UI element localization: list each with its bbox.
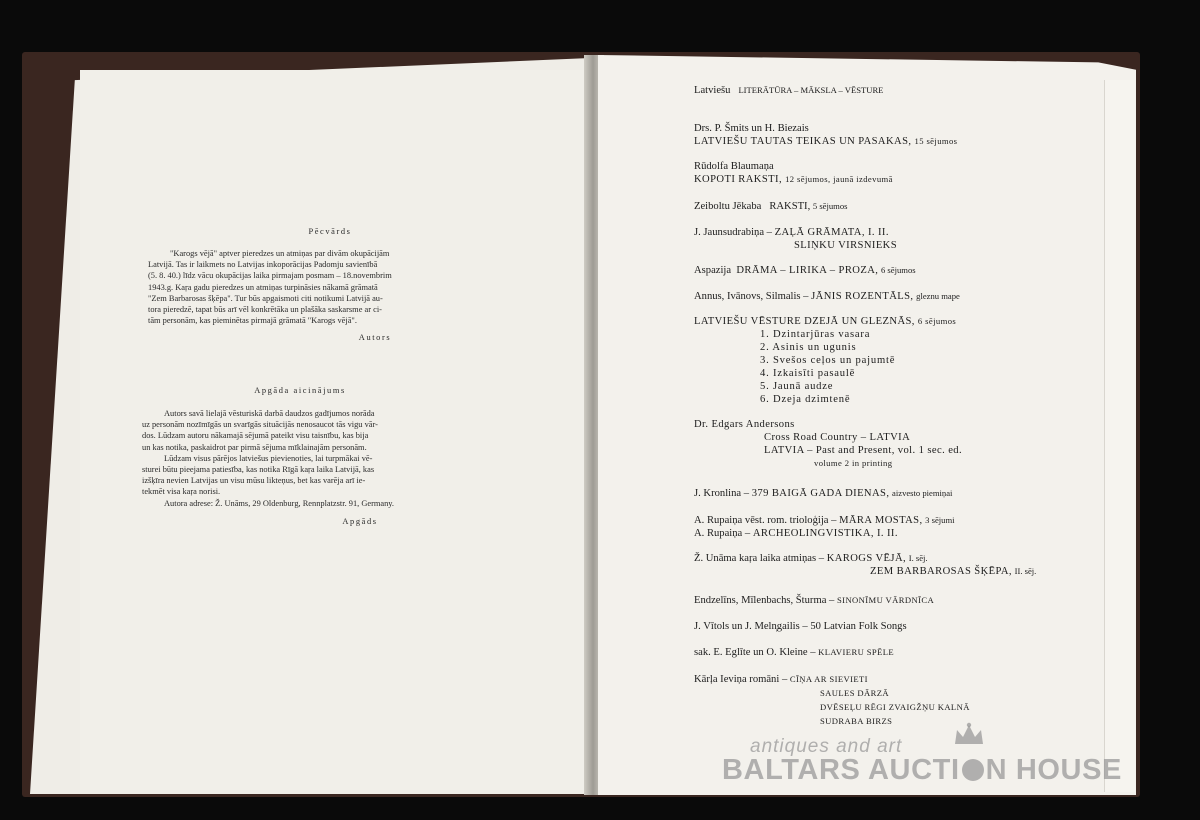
appeal-title: Apgāda aicinājums: [254, 386, 346, 395]
entry-rozentals: Annus, Ivānovs, Silmalis – JĀNIS ROZENTĀLS, gleznu mape: [694, 291, 960, 302]
entry-smits: Drs. P. Šmits un H. Biezais LATVIEŠU TAUTAS TEIKAS UN PASAKAS, 15 sējumos: [694, 123, 958, 147]
watermark: [722, 736, 1122, 796]
preface-text: [148, 248, 458, 326]
appeal-line: izšķīra nevien Latvijas un visu mūsu likteņus, bet kas varēja arī ie-: [142, 476, 366, 486]
preface-signature: Autors: [358, 333, 392, 342]
entry-ievins: Kārļa Ieviņa romāni – CĪŅA AR SIEVIETI SAULES DĀRZĀ DVĒSEĻU RĒGI ZVAIGŽŅU KALNĀ SUDRABA BIRZS: [694, 674, 970, 726]
appeal-line: un kas notika, paskaidrot par pirmā sējuma mīklainajām personām.: [142, 442, 367, 452]
preface-line: tām personām, kas pieminētas pirmajā grāmatā "Karogs vējā".: [148, 316, 357, 326]
appeal-line: Lūdzam visus pārējos latviešus pievienoties, lai turpmākai vē-: [164, 453, 373, 463]
entry-blaumanis: Rūdolfa Blaumaņa KOPOTI RAKSTI, 12 sējumos, jaunā izdevumā: [694, 161, 893, 185]
list-item: 4. Izkaisīti pasaulē: [760, 368, 856, 379]
entry-eglite: sak. E. Eglīte un O. Kleine – KLAVIERU SPĒLE: [694, 647, 895, 658]
entry-aspazija: Aspazija DRĀMA – LIRIKA – PROZA, 6 sējumos: [694, 265, 916, 276]
list-item: SAULES DĀRZĀ: [820, 688, 890, 698]
entry-zeiboltu: Zeiboltu Jēkaba RAKSTI, 5 sējumos: [694, 201, 848, 212]
entry-kronlina: J. Kronlina – 379 BAIGĀ GADA DIENAS, aizvesto piemiņai: [694, 488, 953, 499]
appeal-line: dos. Lūdzam autoru nākamajā sējumā pateikt visu taisnību, kas bija: [142, 431, 369, 441]
list-item: 5. Jaunā audze: [760, 381, 834, 392]
preface-title: Pēcvārds: [308, 227, 352, 236]
preface-line: Latvijā. Tas ir laikmets no Latvijas inkoporācijas Padomju savienībā: [148, 260, 378, 270]
crown-icon: [952, 722, 986, 748]
list-item: DVĒSEĻU RĒGI ZVAIGŽŅU KALNĀ: [820, 702, 970, 712]
appeal-line: uz personām nozīmīgās un svarīgās situācijās nenosaucot tās vigu vār-: [142, 420, 378, 430]
entry-andersons: Dr. Edgars Andersons Cross Road Country – LATVIA LATVIA – Past and Present, vol. 1 sec. ed. volume 2 in printing: [694, 419, 963, 468]
watermark-tagline: antiques and art: [750, 736, 903, 757]
preface-line: tora pieredzē, tapat būs arī vēl konkrētāka un plašāka saskarsme ar ci-: [148, 305, 382, 315]
entry-unams: Ž. Unāma kaŗa laika atmiņas – KAROGS VĒJĀ, I. sēj. ZEM BARBAROSAS ŠĶĒPA, II. sēj.: [694, 553, 1037, 577]
entry-endzelins: Endzelīns, Mīlenbachs, Šturma – SINONĪMU VĀRDNĪCA: [694, 595, 935, 606]
entry-rupainis: A. Rupaiņa vēst. rom. trioloģija – MĀRA MOSTAS, 3 sējumi A. Rupaiņa – ARCHEOLINGVISTIKA, I. II.: [694, 515, 955, 539]
appeal-line: sturei būtu pieejama patiesība, kas notika Rīgā kaŗa laika Latvijā, kas: [142, 465, 375, 475]
right-page-edge: [1104, 80, 1135, 792]
entry-jaunsudrabins: J. Jaunsudrabiņa – ZAĻĀ GRĀMATA, I. II. SLIŅKU VIRSNIEKS: [694, 227, 898, 251]
appeal-line: tekmēt visa kaŗa norisi.: [142, 487, 221, 497]
preface-line: "Karogs vējā" aptver pieredzes un atmiņas par divām okupācijām: [170, 249, 390, 258]
list-item: 6. Dzeja dzimtenē: [760, 394, 851, 405]
appeal-text: [142, 408, 462, 509]
entry-vitols: J. Vītols un J. Meln̦gailis – 50 Latvian Folk Songs: [694, 621, 907, 632]
watermark-name: BALTARS AUCTI N HOUSE: [722, 754, 1122, 786]
list-item: SUDRABA BIRZS: [820, 716, 893, 726]
list-item: 2. Asinis un ugunis: [760, 342, 857, 353]
preface-line: 1943.g. Kaŗa gadu pieredzes un atmiņas turpināsies nākamā grāmatā: [148, 282, 378, 292]
list-item: 3. Svešos ceļos un pajumtē: [760, 355, 896, 366]
appeal-signature: Apgāds: [342, 517, 378, 526]
appeal-line: Autora adrese: Ž. Unāms, 29 Oldenburg, Rennplatzstr. 91, Germany.: [164, 498, 395, 508]
preface-line: "Zem Barbarosas šķēpa". Tur būs apgaismoti citi notikumi Latvijā au-: [148, 293, 383, 303]
appeal-line: Autors savā lielajā vēsturiskā darbā daudzos gadījumos norāda: [164, 409, 375, 418]
watermark-dot: [962, 759, 984, 781]
preface-line: (5. 8. 40.) līdz vācu okupācijas laika pirmajam posmam – 18.novembrim: [148, 271, 392, 281]
catalog-heading: Latviešu LITERĀTŪRA – MĀKSLA – VĒSTURE: [694, 85, 884, 96]
list-item: 1. Dzintarjūras vasara: [760, 329, 871, 340]
entry-vesture: LATVIEŠU VĒSTURE DZEJĀ UN GLEZNĀS, 6 sējumos 1. Dzintarjūras vasara 2. Asinis un ugunis 3. Svešos ceļos un pajumtē 4. Izkaisīti pasaulē 5. Jaunā audze 6. Dzeja dzimtenē: [694, 316, 957, 405]
